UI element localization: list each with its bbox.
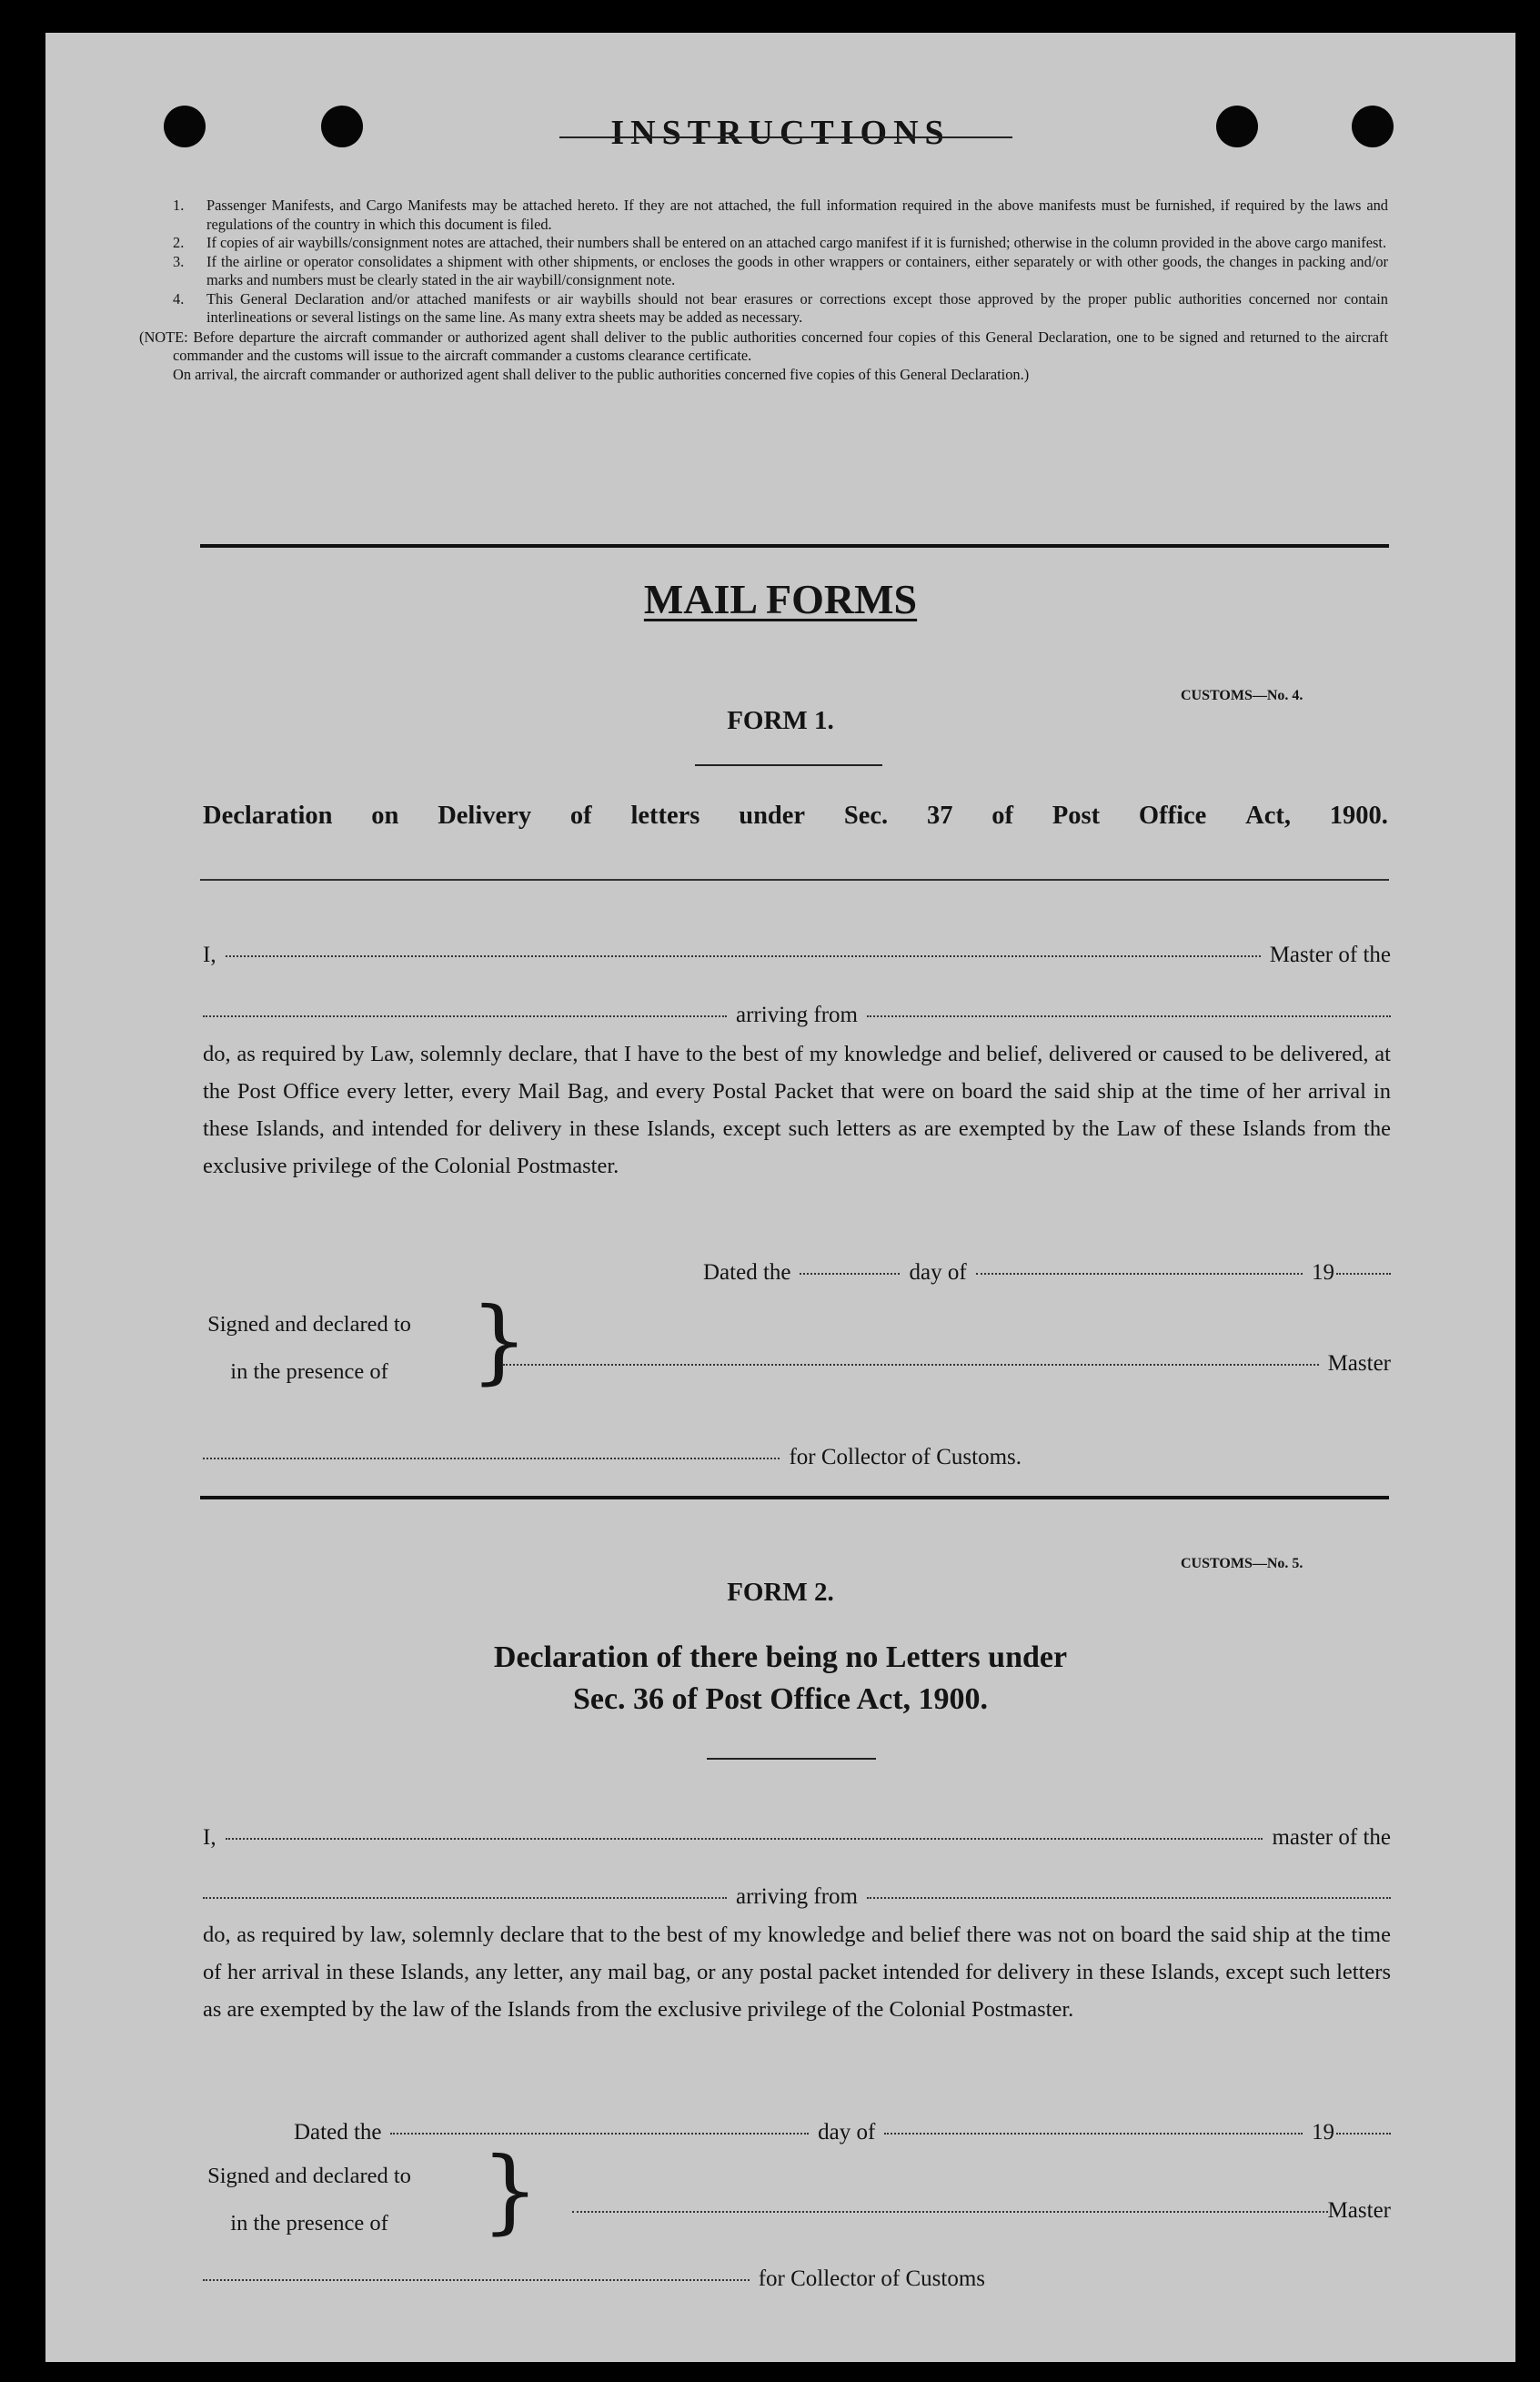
form1-origin-field[interactable] <box>867 1015 1391 1017</box>
form2-collector-field[interactable] <box>203 2279 750 2281</box>
form2-origin-field[interactable] <box>867 1897 1391 1899</box>
document-page <box>45 33 1515 2362</box>
form1-arriving-line: arriving from <box>203 1003 1391 1028</box>
form-divider <box>200 1496 1389 1499</box>
form1-body-text: do, as required by Law, solemnly declare, that I have to the best of my knowledge and belief, delivered or caused to be delivered, at the Post Office every letter, every Mail Bag, and every Postal Packet that were on board the said ship at the time of her arrival in these Islands, and intended for delivery in these Islands, except such letters as are exempted by the Law of these Islands from the exclusive privilege of the Colonial Postmaster. <box>203 1042 1391 1178</box>
section-divider <box>200 544 1389 548</box>
form2-body-text: do, as required by law, solemnly declare that to the best of my knowledge and belief there was not on board the said ship at the time of her arrival in these Islands, any letter, any mail bag, or any postal packet intended for delivery in these Islands, except such letters as are exempted by the law of the Islands from the exclusive privilege of the Colonial Postmaster. <box>203 1923 1391 2022</box>
form1-title-rule <box>695 764 882 766</box>
form1-signed-label: Signed and declared to in the presence of <box>207 1312 411 1384</box>
instructions-title: INSTRUCTIONS <box>610 114 951 152</box>
instructions-note: (NOTE: Before departure the aircraft commander or authorized agent shall deliver to the public authorities concerned four copies of this General Declaration, one to be signed and returned to the aircraft commander and the customs will issue to the aircraft commander a customs clearance certificate. On arrival, the aircraft commander or authorized agent shall deliver to the public authorities concerned five copies of this General Declaration.) <box>139 328 1388 383</box>
form2-name-field[interactable] <box>226 1838 1263 1840</box>
form2-customs-ref: CUSTOMS—No. 5. <box>1181 1556 1303 1571</box>
form2-heading-rule <box>707 1758 876 1760</box>
form2-master-line: Master <box>572 2198 1391 2224</box>
form2-master-field[interactable] <box>572 2211 1328 2213</box>
form1-heading-rule <box>200 879 1389 881</box>
form1-name-field[interactable] <box>226 955 1261 957</box>
form1-declaration-heading: Declaration on Delivery of letters under Sec. 37 of Post Office Act, 1900. <box>203 802 1388 830</box>
instruction-item: 2. If copies of air waybills/consignment notes are attached, their numbers shall be entered on an attached cargo manifest if it is furnished; otherwise in the column provided in the above cargo manifest. <box>173 234 1387 251</box>
instruction-item: 1. Passenger Manifests, and Cargo Manifests may be attached hereto. If they are not attached, the full information required in the above manifests must be furnished, if required by the laws and regulations of the country in which this document is filed. <box>173 197 1388 233</box>
form1-title: FORM 1. <box>727 706 834 735</box>
form1-month-field[interactable] <box>976 1273 1303 1275</box>
form1-collector-field[interactable] <box>203 1458 780 1459</box>
form2-brace: } <box>481 2137 539 2244</box>
form1-dated-line: Dated the day of 19 <box>703 1260 1391 1286</box>
form1-ship-field[interactable] <box>203 1015 727 1017</box>
form2-month-field[interactable] <box>884 2133 1303 2135</box>
instruction-item: 4. This General Declaration and/or attached manifests or air waybills should not bear erasures or corrections except those approved by the proper public authorities concerned nor contain interlineations or several listings on the same line. As many extra sheets may be added as necessary. <box>173 289 1388 326</box>
form1-master-field[interactable] <box>503 1364 1319 1366</box>
form2-collector-line: for Collector of Customs <box>203 2266 985 2292</box>
form1-name-line: I, Master of the <box>203 943 1391 967</box>
form1-customs-ref: CUSTOMS—No. 4. <box>1181 688 1303 703</box>
instruction-item: 3. If the airline or operator consolidates a shipment with other shipments, or encloses the goods in other wrappers or containers, either separately or with other goods, the changes in packing and/or marks and numbers must be clearly stated in the air waybill/consignment note. <box>173 252 1388 288</box>
form1-master-line: Master <box>503 1351 1391 1377</box>
form2-ship-field[interactable] <box>203 1897 727 1899</box>
form1-year-field[interactable] <box>1336 1273 1391 1275</box>
form2-year-field[interactable] <box>1336 2133 1391 2135</box>
form2-arriving-line: arriving from <box>203 1884 1391 1910</box>
form2-day-field[interactable] <box>390 2133 809 2135</box>
form1-collector-line: for Collector of Customs. <box>203 1445 1022 1470</box>
form1-day-field[interactable] <box>800 1273 900 1275</box>
instructions-list <box>139 197 1388 384</box>
form1-brace: } <box>470 1287 528 1394</box>
form2-dated-line: Dated the day of 19 <box>294 2120 1391 2145</box>
mail-forms-title: MAIL FORMS <box>643 576 918 622</box>
form2-name-line: I, master of the <box>203 1825 1391 1850</box>
form2-signed-label: Signed and declared to in the presence of <box>207 2164 411 2236</box>
instructions-title-rule <box>559 136 1012 138</box>
form2-declaration-heading: Declaration of there being no Letters under Sec. 36 of Post Office Act, 1900. <box>493 1640 1068 1716</box>
form2-title: FORM 2. <box>727 1578 834 1607</box>
